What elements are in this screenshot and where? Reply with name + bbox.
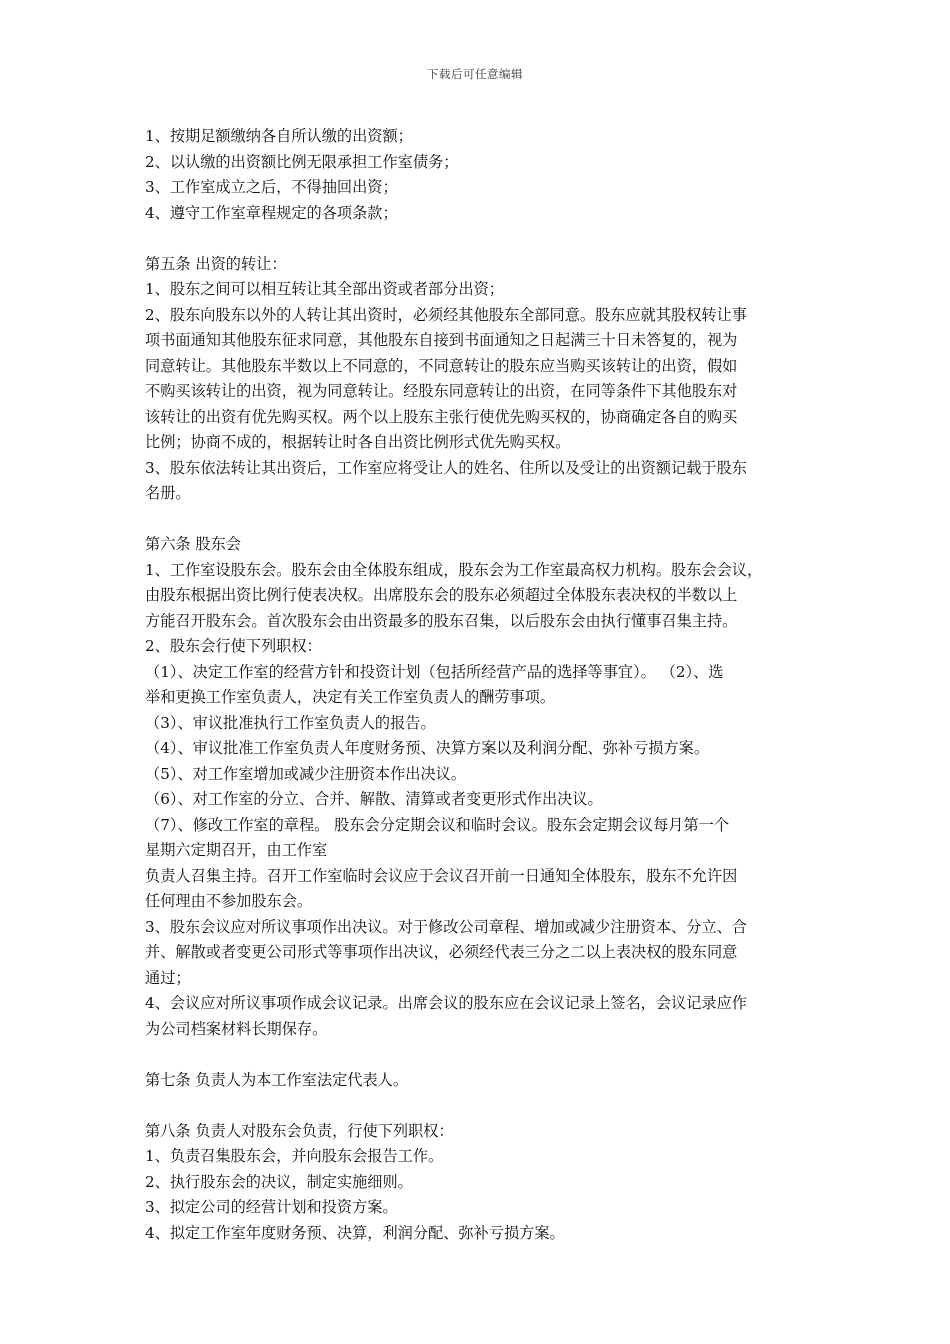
text-line: 同意转让。其他股东半数以上不同意的，不同意转让的股东应当购买该转让的出资，假如 [145, 356, 738, 375]
text-line: （3）、审议批准执行工作室负责人的报告。 [145, 713, 436, 732]
text-line: 2、股东向股东以外的人转让其出资时，必须经其他股东全部同意。股东应就其股权转让事 [145, 305, 747, 324]
text-line: 2、执行股东会的决议，制定实施细则。 [145, 1172, 413, 1191]
text-line: （5）、对工作室增加或减少注册资本作出决议。 [145, 764, 467, 783]
text-line: 第七条 负责人为本工作室法定代表人。 [145, 1070, 409, 1089]
text-line: 1、负责召集股东会，并向股东会报告工作。 [145, 1147, 444, 1165]
text-line: （4）、审议批准工作室负责人年度财务预、决算方案以及利润分配、弥补亏损方案。 [145, 739, 710, 757]
text-line: 该转让的出资有优先购买权。两个以上股东主张行使优先购买权的，协商确定各自的购买 [145, 407, 738, 426]
text-line: 项书面通知其他股东征求同意，其他股东自接到书面通知之日起满三十日未答复的，视为 [145, 331, 738, 349]
blank-line [145, 1093, 817, 1119]
text-line: 3、拟定公司的经营计划和投资方案。 [145, 1198, 398, 1216]
page-header: 下载后可任意编辑 [427, 67, 523, 81]
document-body [145, 124, 817, 1246]
text-line: 负责人召集主持。召开工作室临时会议应于会议召开前一日通知全体股东，股东不允许因 [145, 866, 738, 885]
text-line: 第八条 负责人对股东会负责，行使下列职权： [145, 1121, 454, 1140]
text-line: 通过； [145, 968, 191, 987]
text-line: 3、股东会议应对所议事项作出决议。对于修改公司章程、增加或减少注册资本、分立、合 [145, 917, 747, 936]
text-line: 并、解散或者变更公司形式等事项作出决议，必须经代表三分之二以上表决权的股东同意 [145, 943, 738, 961]
text-line: 1、按期足额缴纳各自所认缴的出资额； [145, 127, 413, 145]
text-line: 举和更换工作室负责人，决定有关工作室负责人的酬劳事项。 [145, 688, 556, 706]
text-line: 不购买该转让的出资，视为同意转让。经股东同意转让的出资，在同等条件下其他股东对 [145, 382, 738, 400]
text-line: 星期六定期召开，由工作室 [145, 841, 328, 859]
text-line: 为公司档案材料长期保存。 [145, 1019, 328, 1038]
text-line: 名册。 [145, 484, 191, 502]
text-line: 4、遵守工作室章程规定的各项条款； [145, 203, 398, 222]
text-line: 4、拟定工作室年度财务预、决算，利润分配、弥补亏损方案。 [145, 1223, 565, 1242]
text-line: （6）、对工作室的分立、合并、解散、清算或者变更形式作出决议。 [145, 790, 603, 808]
text-line: 方能召开股东会。首次股东会由出资最多的股东召集，以后股东会由执行懂事召集主持。 [145, 611, 738, 630]
text-line: 第六条 股东会 [145, 535, 241, 553]
text-line: 由股东根据出资比例行使表决权。出席股东会的股东必须超过全体股东表决权的半数以上 [145, 586, 738, 604]
text-line: 1、工作室设股东会。股东会由全体股东组成，股东会为工作室最高权力机构。股东会会议， [145, 560, 763, 579]
text-line: 第五条 出资的转让： [145, 254, 287, 273]
text-line: （1）、决定工作室的经营方针和投资计划（包括所经营产品的选择等事宜）。 （2）、选 [145, 662, 724, 681]
text-line: 3、股东依法转让其出资后，工作室应将受让人的姓名、住所以及受让的出资额记载于股东 [145, 458, 747, 477]
text-line: 比例；协商不成的，根据转让时各自出资比例形式优先购买权。 [145, 433, 571, 451]
blank-line [145, 226, 817, 252]
blank-line [145, 507, 817, 533]
text-line: 1、股东之间可以相互转让其全部出资或者部分出资； [145, 280, 504, 298]
text-line: （7）、修改工作室的章程。 股东会分定期会议和临时会议。股东会定期会议每月第一个 [145, 815, 730, 834]
text-line: 任何理由不参加股东会。 [145, 892, 313, 910]
blank-line [145, 1042, 817, 1068]
text-line: 2、以认缴的出资额比例无限承担工作室债务； [145, 152, 459, 171]
text-line: 3、工作室成立之后，不得抽回出资； [145, 178, 398, 196]
text-line: 2、股东会行使下列职权： [145, 637, 322, 655]
text-line: 4、会议应对所议事项作成会议记录。出席会议的股东应在会议记录上签名，会议记录应作 [145, 994, 747, 1012]
